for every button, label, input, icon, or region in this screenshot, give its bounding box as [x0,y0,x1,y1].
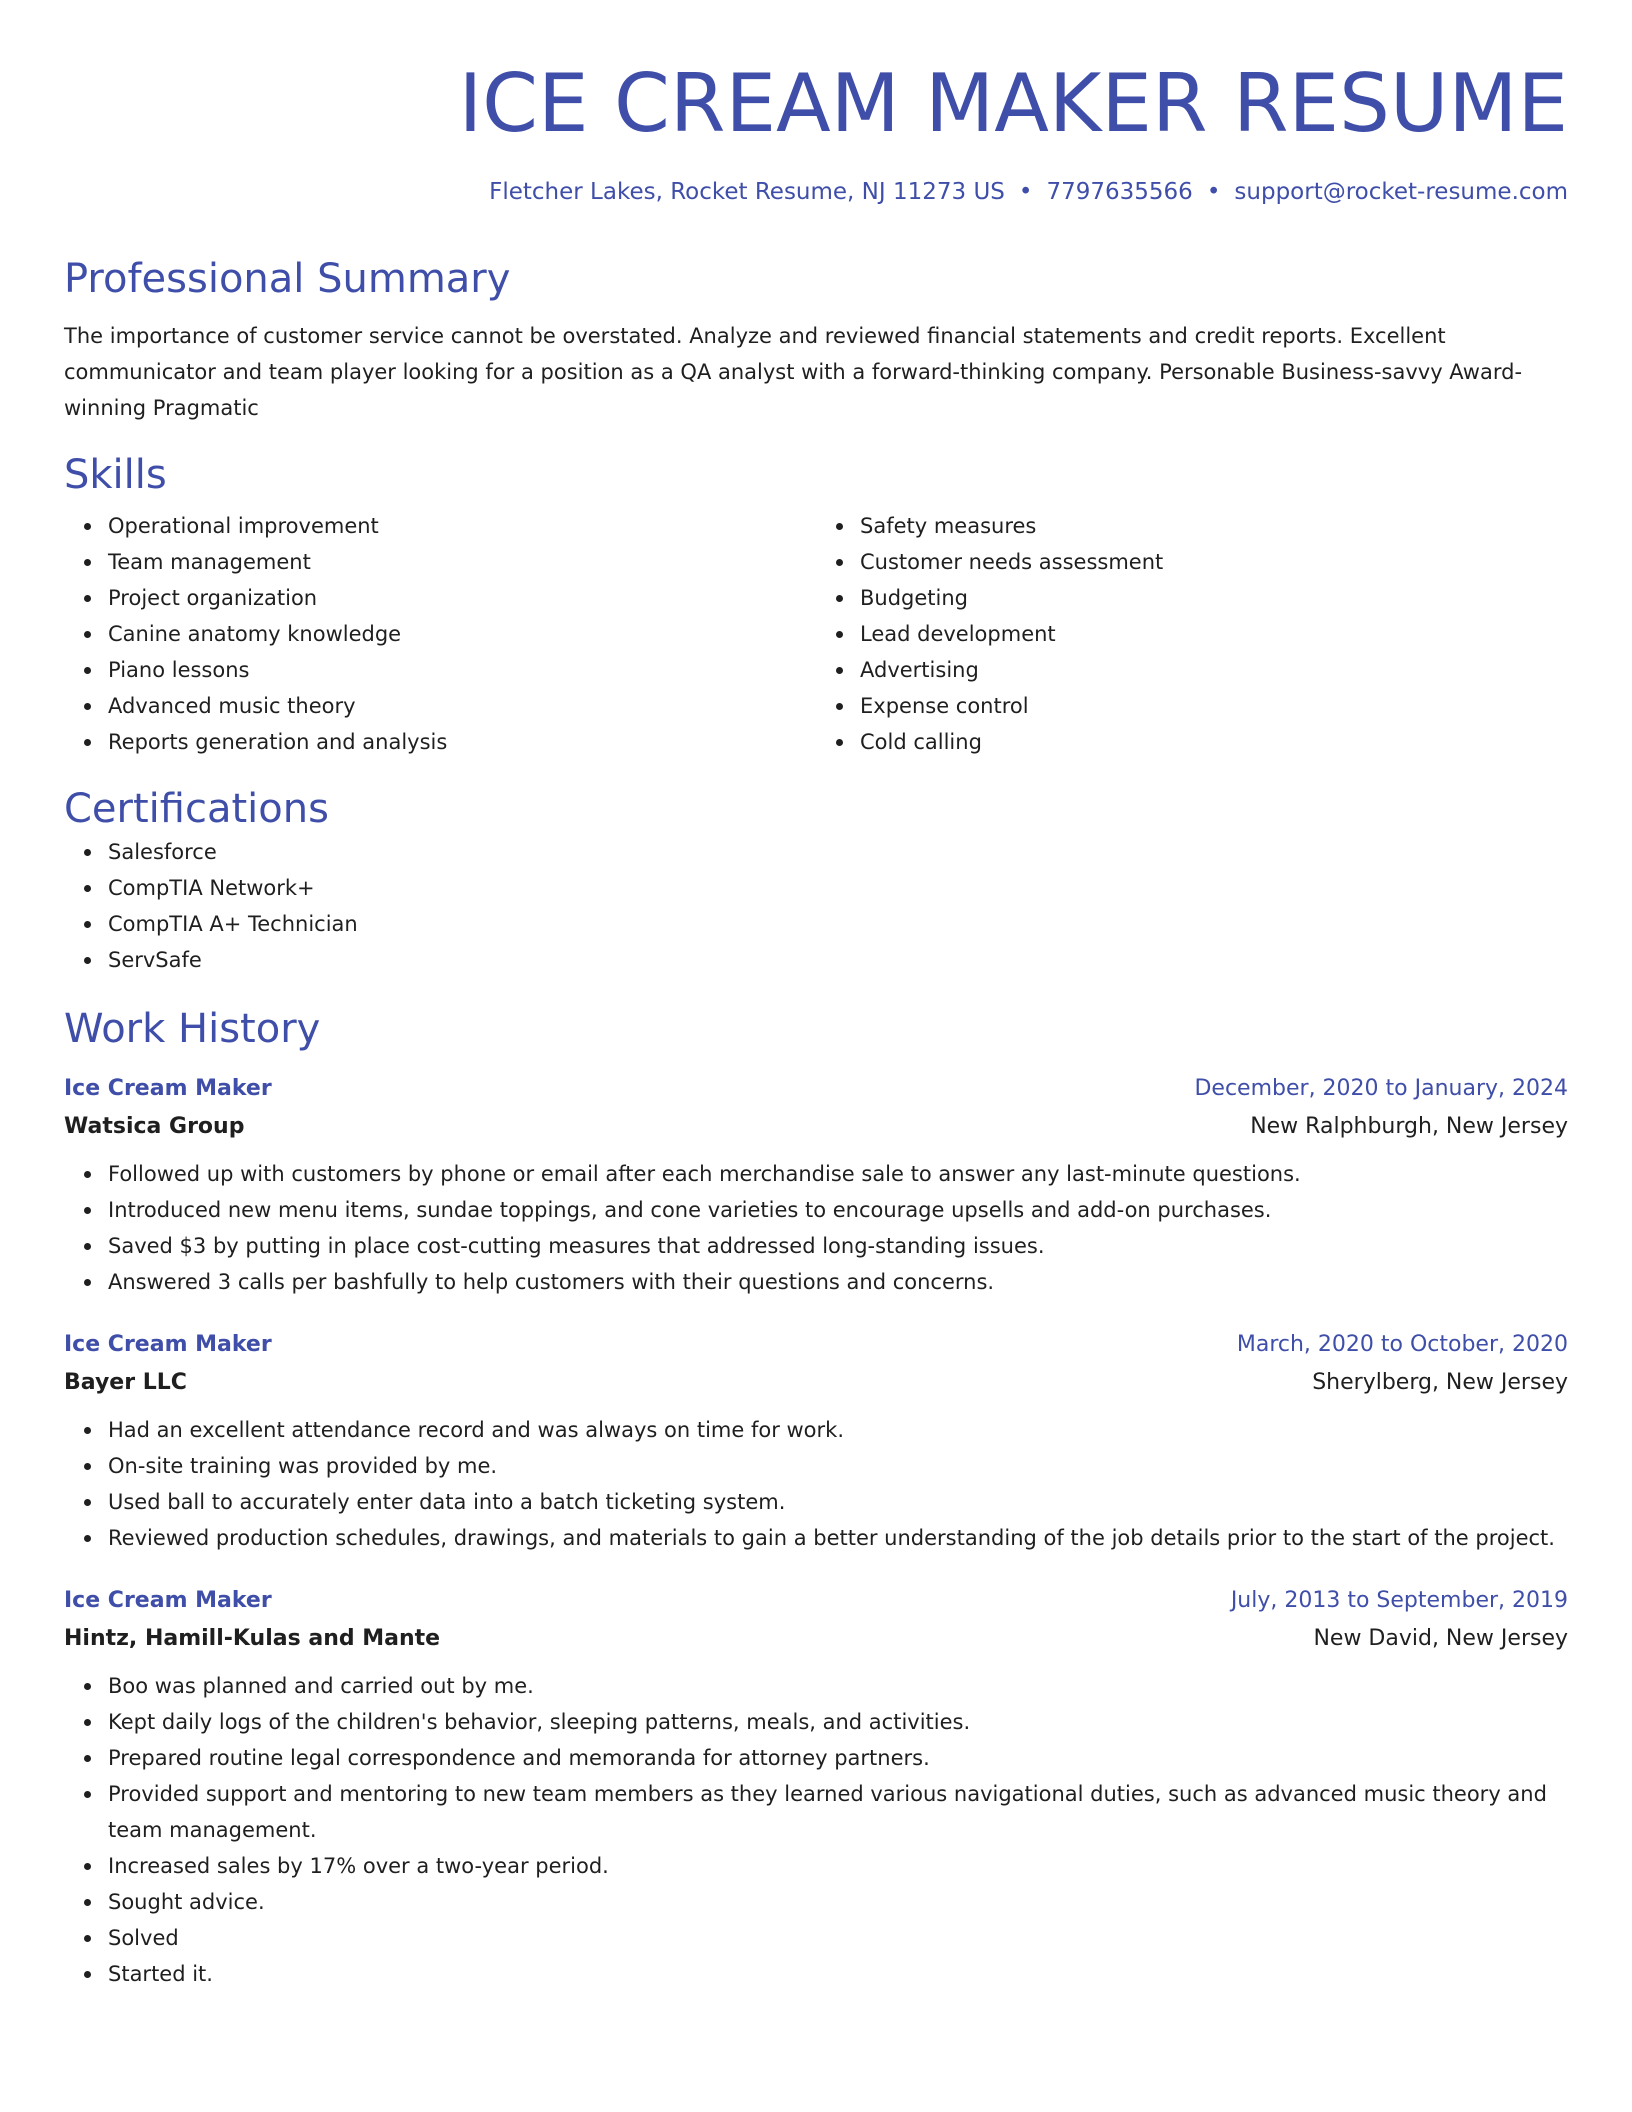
job-title: Ice Cream Maker [64,1076,272,1101]
job-bullet: Reviewed production schedules, drawings, and materials to gain a better understanding of the job details prior to the start of the project. [108,1520,1568,1556]
contact-phone: 7797635566 [1046,179,1193,205]
contact-line [64,176,1568,208]
job-entry [64,1070,1568,1300]
section-title-certifications: Certifications [64,786,329,832]
job-header [64,1326,1568,1364]
job-bullet: Increased sales by 17% over a two-year period. [108,1848,1568,1884]
job-bullet: Saved $3 by putting in place cost-cutting measures that addressed long-standing issues. [108,1228,1568,1264]
job-entry [64,1326,1568,1556]
skills-list-right [816,508,1568,760]
certification-item: CompTIA Network+ [108,870,1568,906]
job-header [64,1070,1568,1108]
job-bullet: Prepared routine legal correspondence and memoranda for attorney partners. [108,1740,1568,1776]
skill-item: Advanced music theory [108,688,816,724]
summary-text: The importance of customer service cannot be overstated. Analyze and reviewed financial statements and credit reports. Excellent communicator and team player looking for a position as a QA analyst with a forward-thinking company. Personable Business-savvy Award-winning Pragmatic [64,324,1523,420]
job-bullet: Had an excellent attendance record and was always on time for work. [108,1412,1568,1448]
separator-dot: • [1206,179,1221,205]
job-header [64,1582,1568,1620]
job-company: Bayer LLC [64,1370,187,1395]
job-bullet: Introduced new menu items, sundae toppings, and cone varieties to encourage upsells and add-on purchases. [108,1192,1568,1228]
job-location: New David, New Jersey [1313,1626,1568,1651]
job-bullet: Answered 3 calls per bashfully to help customers with their questions and concerns. [108,1264,1568,1300]
job-dates: March, 2020 to October, 2020 [1236,1332,1568,1357]
job-subheader [64,1108,1568,1146]
skill-item: Canine anatomy knowledge [108,616,816,652]
skill-item: Customer needs assessment [860,544,1568,580]
skill-item: Reports generation and analysis [108,724,816,760]
resume-title: ICE CREAM MAKER RESUME [458,57,1568,150]
skill-item: Lead development [860,616,1568,652]
job-bullet: Solved [108,1920,1568,1956]
contact-address: Fletcher Lakes, Rocket Resume, NJ 11273 US [489,179,1005,205]
job-bullet: Sought advice. [108,1884,1568,1920]
job-entry [64,1582,1568,1992]
skill-item: Expense control [860,688,1568,724]
skill-item: Team management [108,544,816,580]
skill-item: Safety measures [860,508,1568,544]
section-title-summary: Professional Summary [64,256,511,302]
section-title-skills: Skills [64,452,167,498]
job-title: Ice Cream Maker [64,1332,272,1357]
section-title-work-history: Work History [64,1006,321,1052]
job-subheader [64,1620,1568,1658]
skill-item: Piano lessons [108,652,816,688]
job-bullet: Followed up with customers by phone or email after each merchandise sale to answer any last-minute questions. [108,1156,1568,1192]
separator-dot: • [1018,179,1033,205]
job-bullet: On-site training was provided by me. [108,1448,1568,1484]
job-location: New Ralphburgh, New Jersey [1250,1114,1568,1139]
skill-item: Cold calling [860,724,1568,760]
job-dates: December, 2020 to January, 2024 [1194,1076,1568,1101]
certification-item: Salesforce [108,834,1568,870]
contact-email: support@rocket-resume.com [1234,179,1568,205]
certification-item: CompTIA A+ Technician [108,906,1568,942]
job-bullets [64,1156,1568,1300]
job-location: Sherylberg, New Jersey [1312,1370,1568,1395]
job-bullet: Kept daily logs of the children's behavior, sleeping patterns, meals, and activities. [108,1704,1568,1740]
certification-item: ServSafe [108,942,1568,978]
job-bullet: Provided support and mentoring to new team members as they learned various navigational duties, such as advanced music theory and team management. [108,1776,1568,1848]
skill-item: Advertising [860,652,1568,688]
job-bullets [64,1668,1568,1992]
job-bullet: Started it. [108,1956,1568,1992]
job-bullet: Boo was planned and carried out by me. [108,1668,1568,1704]
job-bullets [64,1412,1568,1556]
skill-item: Operational improvement [108,508,816,544]
skill-item: Project organization [108,580,816,616]
certifications-list [64,834,1568,978]
skills-list-left [64,508,816,760]
job-company: Hintz, Hamill-Kulas and Mante [64,1626,441,1651]
skills-columns [64,508,1568,760]
job-subheader [64,1364,1568,1402]
skill-item: Budgeting [860,580,1568,616]
job-bullet: Used ball to accurately enter data into a batch ticketing system. [108,1484,1568,1520]
job-dates: July, 2013 to September, 2019 [1230,1588,1568,1613]
job-title: Ice Cream Maker [64,1588,272,1613]
job-company: Watsica Group [64,1114,245,1139]
